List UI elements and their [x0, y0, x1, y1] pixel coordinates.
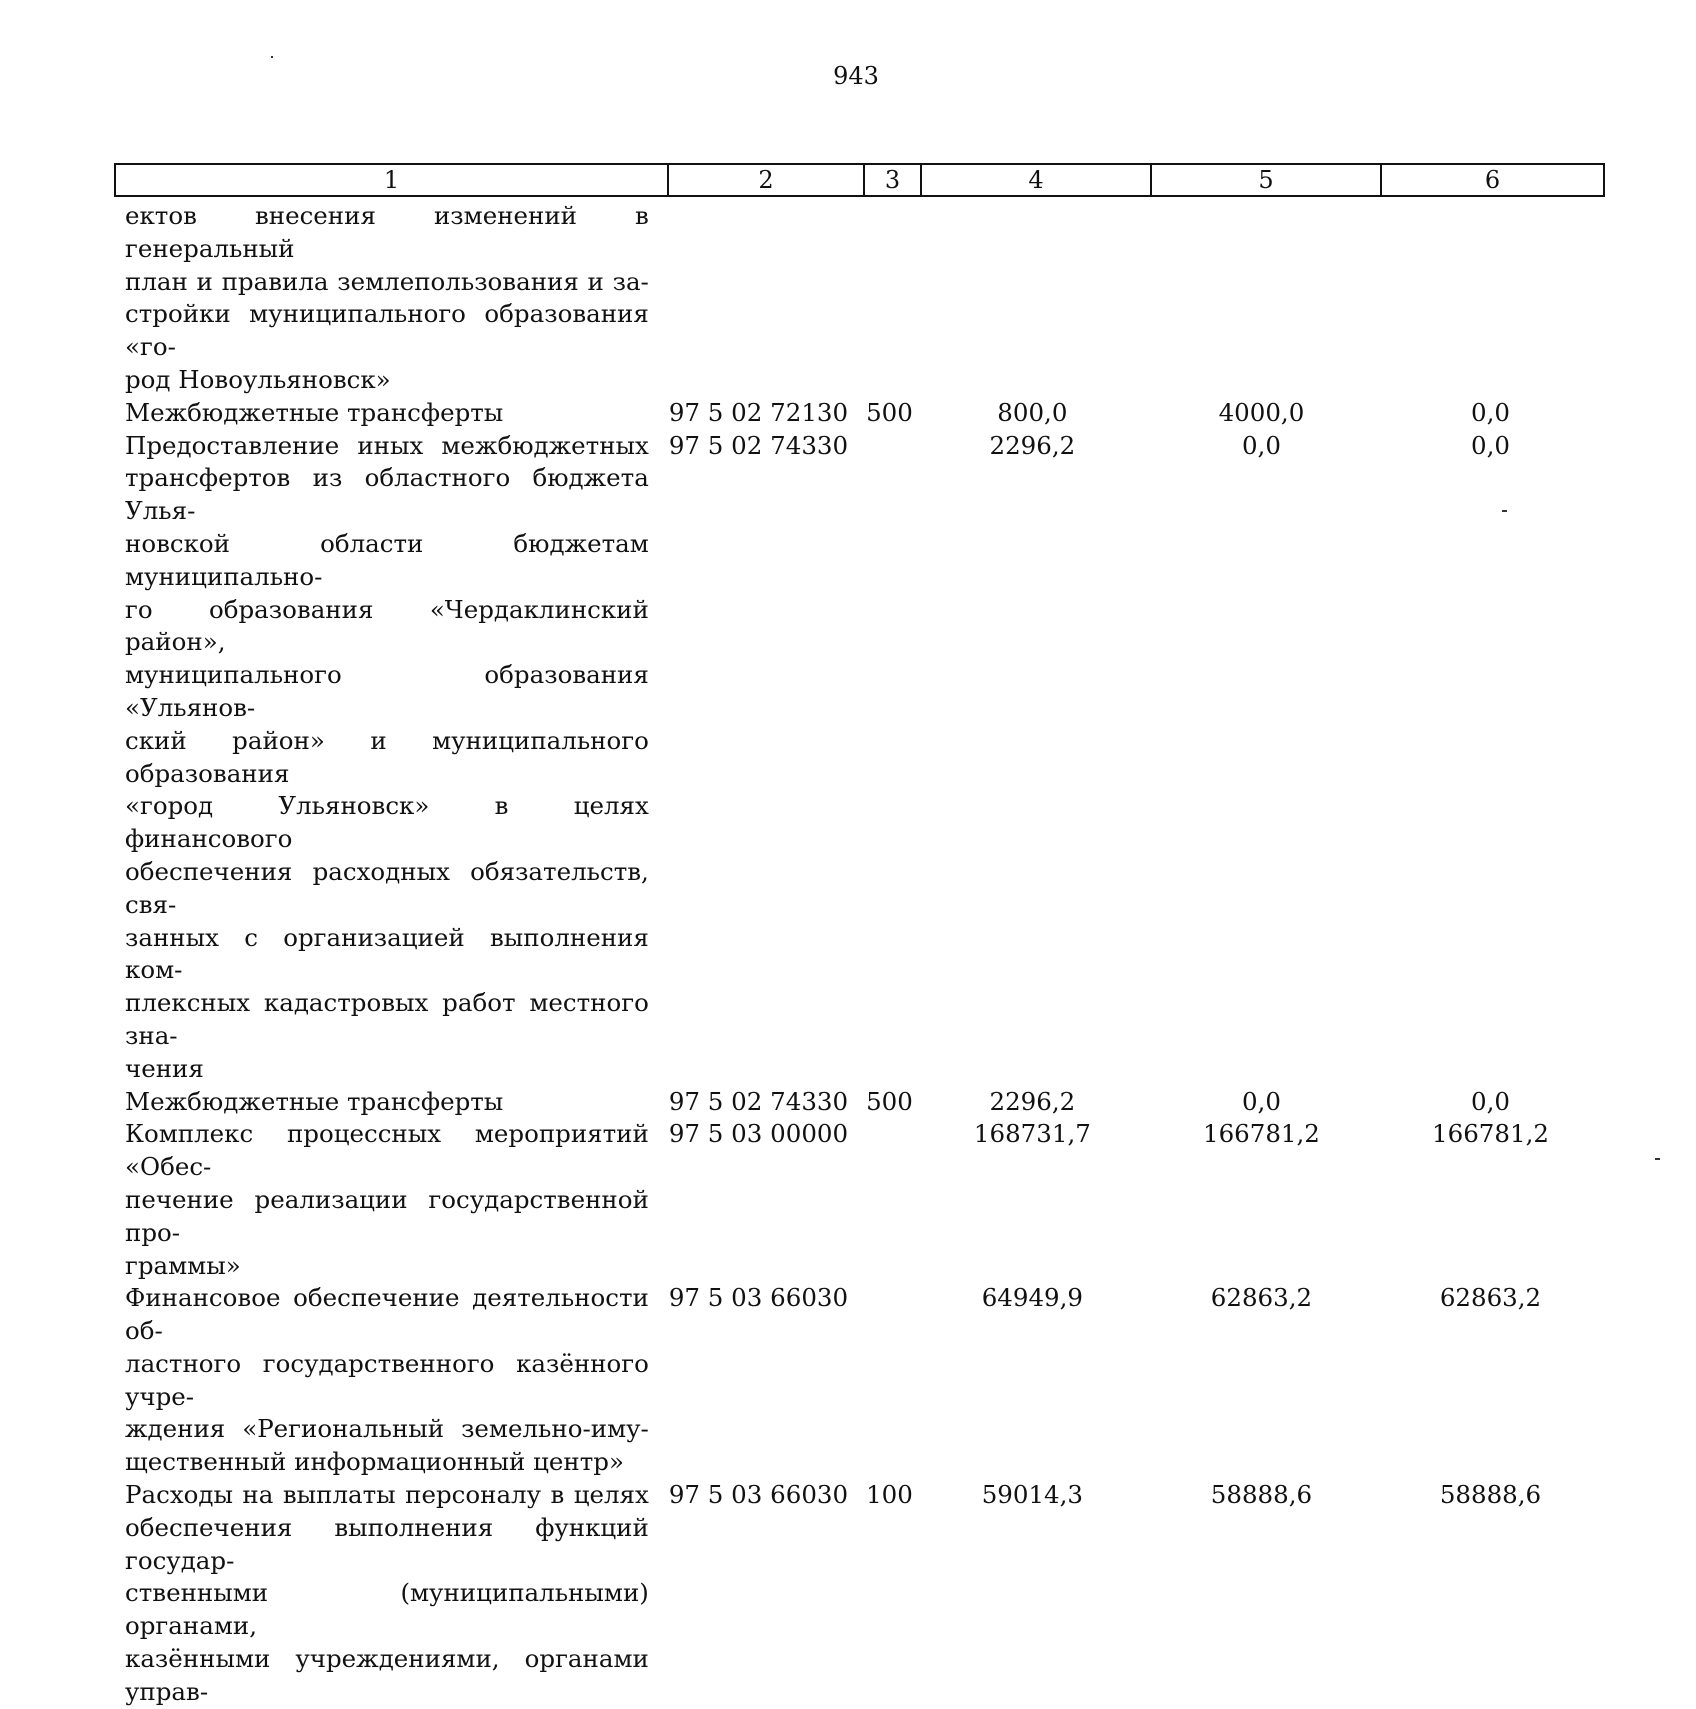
row-value-5 — [1147, 1512, 1376, 1578]
row-description-line: ластного государственного казённого учре- — [125, 1348, 649, 1411]
row-value-5 — [1147, 1413, 1376, 1446]
table-row — [125, 1446, 1605, 1479]
row-value-6: 0,0 — [1471, 1086, 1510, 1116]
row-code — [649, 462, 860, 528]
header-col-4: 4 — [921, 164, 1151, 196]
row-value-5: 0,0 — [1241, 1086, 1281, 1116]
table-row — [125, 1413, 1605, 1446]
row-description-line: Межбюджетные трансферты — [125, 397, 504, 427]
row-value-6 — [1376, 200, 1605, 266]
header-col-6: 6 — [1381, 164, 1604, 196]
row-value-5 — [1147, 1577, 1376, 1643]
row-type — [860, 462, 918, 528]
row-type — [860, 1577, 918, 1643]
header-col-2: 2 — [668, 164, 864, 196]
row-description-line: чения — [125, 1053, 204, 1083]
row-value-5 — [1147, 790, 1376, 856]
header-col-3: 3 — [864, 164, 921, 196]
row-code — [649, 1413, 860, 1446]
row-value-4 — [918, 266, 1147, 299]
row-description-line: Расходы на выплаты персоналу в целях — [125, 1480, 649, 1510]
row-value-4 — [918, 1348, 1147, 1414]
row-value-5: 0,0 — [1241, 430, 1281, 460]
row-value-6 — [1376, 1643, 1605, 1709]
table-row — [125, 922, 1605, 988]
row-type — [860, 1413, 918, 1446]
row-type — [860, 922, 918, 988]
row-description-line: трансфертов из областного бюджета Улья- — [125, 463, 649, 526]
row-value-6 — [1376, 1577, 1605, 1643]
row-type: 500 — [866, 397, 913, 427]
row-value-5 — [1147, 922, 1376, 988]
table-row — [125, 1512, 1605, 1578]
row-value-4 — [918, 1250, 1147, 1283]
scan-speck — [271, 56, 273, 58]
row-value-4 — [918, 1413, 1147, 1446]
table-row — [125, 856, 1605, 922]
row-value-5: 166781,2 — [1202, 1119, 1320, 1149]
row-code: 97 5 03 66030 — [668, 1283, 849, 1313]
table-row — [125, 430, 1605, 463]
row-value-5 — [1147, 856, 1376, 922]
row-value-4 — [918, 725, 1147, 791]
table-row — [125, 1184, 1605, 1250]
row-code — [649, 1577, 860, 1643]
row-value-6 — [1376, 1446, 1605, 1479]
row-value-4 — [918, 298, 1147, 364]
row-value-4 — [918, 462, 1147, 528]
row-value-5 — [1147, 1053, 1376, 1086]
row-value-4 — [918, 790, 1147, 856]
row-value-5: 4000,0 — [1218, 397, 1305, 427]
table-row — [125, 659, 1605, 725]
row-value-4 — [918, 1184, 1147, 1250]
table-row — [125, 462, 1605, 528]
table-row — [125, 1086, 1605, 1119]
row-value-4 — [918, 1512, 1147, 1578]
row-type — [860, 1184, 918, 1250]
row-code — [649, 1446, 860, 1479]
row-description-line: граммы» — [125, 1250, 241, 1280]
row-description-line: Межбюджетные трансферты — [125, 1086, 504, 1116]
row-value-5 — [1147, 987, 1376, 1053]
row-type — [860, 725, 918, 791]
row-value-4 — [918, 364, 1147, 397]
row-description-line: ственными (муниципальными) органами, — [125, 1578, 649, 1641]
row-value-4 — [918, 1053, 1147, 1086]
row-value-6: 0,0 — [1471, 430, 1510, 460]
row-value-4: 800,0 — [997, 397, 1068, 427]
row-value-4: 2296,2 — [989, 430, 1076, 460]
table-row — [125, 790, 1605, 856]
table-row — [125, 725, 1605, 791]
row-type — [860, 594, 918, 660]
row-type — [860, 200, 918, 266]
row-description-line: Комплекс процессных мероприятий «Обес- — [125, 1119, 649, 1182]
row-value-5 — [1147, 298, 1376, 364]
row-type — [860, 1348, 918, 1414]
table-row — [125, 1643, 1605, 1709]
page-number: 943 — [833, 62, 879, 90]
scan-speck — [1502, 510, 1507, 512]
row-type — [860, 1053, 918, 1086]
row-description-line: муниципального образования «Ульянов- — [125, 660, 649, 722]
table-row — [125, 364, 1605, 397]
row-type — [860, 528, 918, 594]
row-code: 97 5 02 72130 — [668, 397, 849, 427]
row-value-6 — [1376, 790, 1605, 856]
row-value-6: 58888,6 — [1439, 1480, 1542, 1510]
row-code — [649, 856, 860, 922]
row-type — [860, 856, 918, 922]
row-value-5 — [1147, 594, 1376, 660]
table-row — [125, 298, 1605, 364]
row-value-6 — [1376, 462, 1605, 528]
row-description-line: ский район» и муниципального образования — [125, 725, 649, 788]
table-body — [125, 200, 1605, 1709]
row-value-4 — [918, 1643, 1147, 1709]
row-code — [649, 987, 860, 1053]
row-code — [649, 364, 860, 397]
row-code — [649, 1643, 860, 1709]
row-description-line: обеспечения выполнения функций государ- — [125, 1512, 649, 1575]
row-value-4 — [918, 528, 1147, 594]
row-type: 100 — [866, 1480, 913, 1510]
row-value-6 — [1376, 1250, 1605, 1283]
row-code — [649, 922, 860, 988]
row-type — [860, 430, 918, 463]
row-description-line: ектов внесения изменений в генеральный — [125, 201, 649, 263]
table-row — [125, 1348, 1605, 1414]
row-description-line: занных с организацией выполнения ком- — [125, 922, 649, 985]
row-value-4: 64949,9 — [981, 1283, 1084, 1313]
row-type — [860, 987, 918, 1053]
row-description-line: род Новоульяновск» — [125, 364, 391, 394]
row-value-5 — [1147, 725, 1376, 791]
row-value-4: 168731,7 — [973, 1119, 1091, 1149]
row-type: 500 — [866, 1086, 913, 1116]
row-value-5 — [1147, 1446, 1376, 1479]
table-row — [125, 1479, 1605, 1512]
row-value-4 — [918, 594, 1147, 660]
row-type — [860, 1250, 918, 1283]
row-description-line: го образования «Чердаклинский район», — [125, 594, 649, 657]
table-row — [125, 1577, 1605, 1643]
row-type — [860, 1512, 918, 1578]
header-col-5: 5 — [1151, 164, 1381, 196]
row-value-6 — [1376, 528, 1605, 594]
row-value-4 — [918, 200, 1147, 266]
row-description-line: печение реализации государственной про- — [125, 1184, 649, 1247]
row-value-5 — [1147, 1250, 1376, 1283]
row-type — [860, 659, 918, 725]
row-value-6 — [1376, 1184, 1605, 1250]
row-code: 97 5 02 74330 — [668, 1086, 849, 1116]
row-code — [649, 594, 860, 660]
row-type — [860, 298, 918, 364]
row-description-line: ждения «Региональный земельно-иму- — [125, 1414, 649, 1444]
row-type — [860, 1282, 918, 1348]
row-code — [649, 1512, 860, 1578]
row-value-6 — [1376, 298, 1605, 364]
row-value-4 — [918, 922, 1147, 988]
table-header — [114, 163, 1605, 197]
row-description-line: щественный информационный центр» — [125, 1447, 624, 1477]
row-value-6 — [1376, 659, 1605, 725]
row-type — [860, 1643, 918, 1709]
row-value-5: 62863,2 — [1210, 1283, 1313, 1313]
row-value-4 — [918, 856, 1147, 922]
row-code — [649, 528, 860, 594]
row-description-line: Финансовое обеспечение деятельности об- — [125, 1283, 649, 1346]
row-value-4 — [918, 1577, 1147, 1643]
table-row — [125, 1118, 1605, 1184]
row-code — [649, 298, 860, 364]
row-value-6 — [1376, 1348, 1605, 1414]
row-value-4: 59014,3 — [981, 1480, 1084, 1510]
row-value-5 — [1147, 1348, 1376, 1414]
row-code — [649, 725, 860, 791]
row-value-6: 166781,2 — [1432, 1119, 1549, 1149]
row-description-line: обеспечения расходных обязательств, свя- — [125, 856, 649, 919]
table-row — [125, 200, 1605, 266]
row-description-line: плексных кадастровых работ местного зна- — [125, 988, 649, 1050]
row-value-6: 62863,2 — [1439, 1283, 1542, 1313]
table-row — [125, 528, 1605, 594]
row-value-4: 2296,2 — [989, 1086, 1076, 1116]
row-value-5: 58888,6 — [1210, 1480, 1313, 1510]
row-type — [860, 1118, 918, 1184]
header-col-1: 1 — [115, 164, 668, 196]
table-row — [125, 1053, 1605, 1086]
row-value-6 — [1376, 364, 1605, 397]
row-type — [860, 1446, 918, 1479]
table-row — [125, 397, 1605, 430]
row-value-4 — [918, 659, 1147, 725]
row-description-line: казёнными учреждениями, органами управ- — [125, 1644, 649, 1706]
row-value-5 — [1147, 266, 1376, 299]
row-description-line: новской области бюджетам муниципально- — [125, 528, 649, 591]
row-value-4 — [918, 987, 1147, 1053]
row-value-5 — [1147, 1643, 1376, 1709]
row-type — [860, 790, 918, 856]
row-value-5 — [1147, 528, 1376, 594]
row-value-5 — [1147, 462, 1376, 528]
row-value-5 — [1147, 1184, 1376, 1250]
table-row — [125, 987, 1605, 1053]
row-code — [649, 200, 860, 266]
row-code — [649, 1184, 860, 1250]
table-row — [125, 1282, 1605, 1348]
row-value-6 — [1376, 922, 1605, 988]
row-code — [649, 266, 860, 299]
row-value-6 — [1376, 1512, 1605, 1578]
table-row — [125, 1250, 1605, 1283]
scan-speck — [1655, 1158, 1660, 1160]
row-value-6 — [1376, 594, 1605, 660]
row-value-6 — [1376, 856, 1605, 922]
row-code — [649, 1250, 860, 1283]
row-code — [649, 659, 860, 725]
row-type — [860, 364, 918, 397]
table-row — [125, 266, 1605, 299]
row-code — [649, 1348, 860, 1414]
row-value-5 — [1147, 659, 1376, 725]
row-description-line: стройки муниципального образования «го- — [125, 299, 649, 362]
table-row — [125, 594, 1605, 660]
row-value-6 — [1376, 1053, 1605, 1086]
row-type — [860, 266, 918, 299]
row-code: 97 5 02 74330 — [668, 430, 849, 460]
row-description-line: Предоставление иных межбюджетных — [125, 430, 649, 460]
row-value-4 — [918, 1446, 1147, 1479]
row-value-5 — [1147, 364, 1376, 397]
row-code: 97 5 03 00000 — [668, 1119, 849, 1149]
row-value-5 — [1147, 200, 1376, 266]
row-description-line: «город Ульяновск» в целях финансового — [125, 791, 649, 854]
row-description-line: план и правила землепользования и за- — [125, 266, 649, 296]
row-value-6 — [1376, 987, 1605, 1053]
row-value-6 — [1376, 1413, 1605, 1446]
row-code — [649, 790, 860, 856]
row-code — [649, 1053, 860, 1086]
row-value-6 — [1376, 725, 1605, 791]
row-value-6 — [1376, 266, 1605, 299]
row-code: 97 5 03 66030 — [668, 1480, 849, 1510]
row-value-6: 0,0 — [1471, 397, 1510, 427]
